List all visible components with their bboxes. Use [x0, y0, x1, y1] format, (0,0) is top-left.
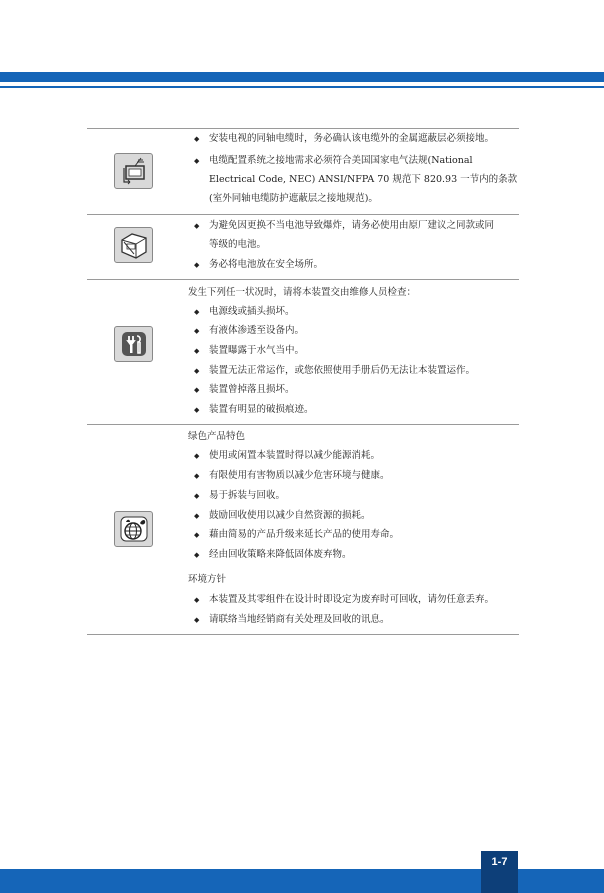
section-divider: [87, 214, 519, 215]
list-item-continuation: Electrical Code, NEC) ANSI/NFPA 70 规范下 820.93 一节内的条款: [209, 174, 518, 185]
bullet-icon: ◆: [194, 135, 200, 143]
list-item: 有限使用有害物质以减少危害环境与健康。: [209, 470, 390, 481]
list-item: 电源线或插头损坏。: [209, 306, 295, 317]
bullet-icon: ◆: [194, 327, 200, 335]
section-subheading: 环境方针: [188, 574, 227, 585]
bullet-icon: ◆: [194, 452, 200, 460]
bullet-icon: ◆: [194, 492, 200, 500]
section-heading: 绿色产品特色: [188, 431, 246, 442]
list-item: 经由回收策略来降低固体废弃物。: [209, 549, 352, 560]
bullet-icon: ◆: [194, 551, 200, 559]
list-item: 装置曝露于水气当中。: [209, 345, 305, 356]
list-item: 藉由简易的产品升级来延长产品的使用寿命。: [209, 529, 400, 540]
bullet-icon: ◆: [194, 386, 200, 394]
antenna-tv-icon: [114, 153, 153, 189]
bullet-icon: ◆: [194, 261, 200, 269]
section-divider: [87, 279, 519, 280]
bullet-icon: ◆: [194, 512, 200, 520]
list-item: 电缆配置系统之接地需求必须符合美国国家电气法规(National: [209, 155, 473, 166]
bullet-icon: ◆: [194, 157, 200, 165]
list-item: 使用或闲置本装置时得以减少能源消耗。: [209, 450, 381, 461]
bullet-icon: ◆: [194, 347, 200, 355]
bullet-icon: ◆: [194, 531, 200, 539]
header-band: [0, 72, 604, 82]
section-divider: [87, 128, 519, 129]
list-item: 装置无法正常运作，或您依照使用手册后仍无法让本装置运作。: [209, 365, 476, 376]
list-item: 有液体渗透至设备内。: [209, 325, 305, 336]
bullet-icon: ◆: [194, 308, 200, 316]
section-divider: [87, 424, 519, 425]
bullet-icon: ◆: [194, 222, 200, 230]
page-number: 1-7: [491, 856, 508, 868]
list-item-continuation: (室外同轴电缆防护遮蔽层之接地规范)。: [209, 193, 378, 204]
list-item: 装置曾掉落且损坏。: [209, 384, 295, 395]
battery-warning-icon: [114, 227, 153, 263]
section-divider: [87, 634, 519, 635]
bullet-icon: ◆: [194, 406, 200, 414]
list-item: 本装置及其零组件在设计时即设定为废弃时可回收，请勿任意丢弃。: [209, 594, 495, 605]
list-item: 请联络当地经销商有关处理及回收的讯息。: [209, 614, 390, 625]
header-rule: [0, 86, 604, 88]
list-item: 鼓励回收使用以减少自然资源的损耗。: [209, 510, 371, 521]
list-item: 为避免因更换不当电池导致爆炸，请务必使用由原厂建议之同款或同: [209, 220, 495, 231]
green-globe-icon: [114, 511, 153, 547]
list-item: 易于拆装与回收。: [209, 490, 286, 501]
service-tools-icon: [114, 326, 153, 362]
bullet-icon: ◆: [194, 472, 200, 480]
bullet-icon: ◆: [194, 616, 200, 624]
bullet-icon: ◆: [194, 367, 200, 375]
list-item: 务必将电池放在安全场所。: [209, 259, 324, 270]
list-item: 装置有明显的破损痕迹。: [209, 404, 314, 415]
list-item: 安装电视的同轴电缆时，务必确认该电缆外的金属遮蔽层必须接地。: [209, 133, 495, 144]
list-item-continuation: 等级的电池。: [209, 239, 267, 250]
bullet-icon: ◆: [194, 596, 200, 604]
section-heading: 发生下列任一状况时，请将本装置交由维修人员检查：: [188, 287, 417, 298]
